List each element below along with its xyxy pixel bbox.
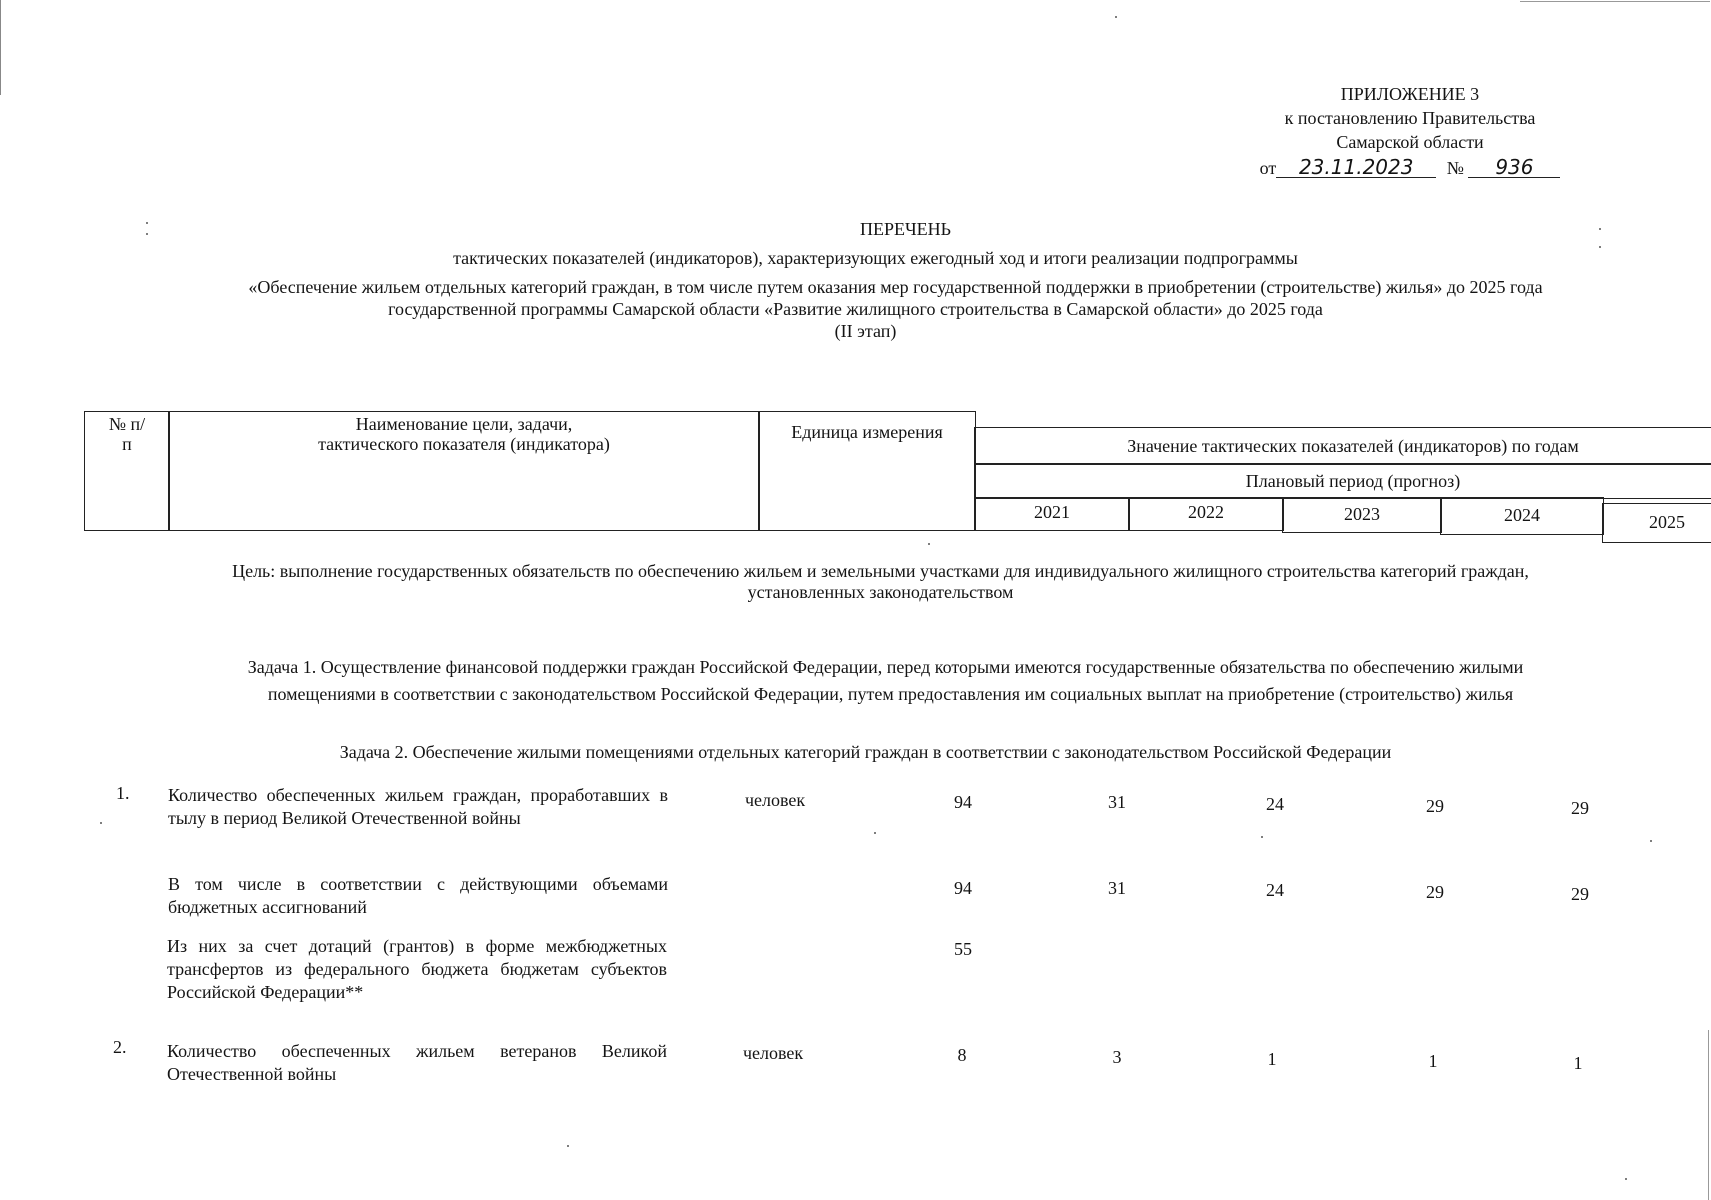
appendix-title: ПРИЛОЖЕНИЕ 3 [1340,84,1480,104]
year-label: 2023 [1344,504,1380,524]
value-2021: 55 [954,939,972,959]
task1-line-1: Задача 1. Осуществление финансовой поддержки граждан Российской Федерации, перед которыми имеются государственные обязательства по обеспечению жилыми [247,657,1524,677]
value-2025: 1 [1573,1053,1583,1073]
col-name-header [168,411,760,531]
value-2021: 8 [957,1045,967,1065]
row-text: Количество обеспеченных жильем граждан, проработавших в тылу в период Великой Отечественной войны [168,785,668,828]
col-name-label-2: тактического показателя (индикатора) [318,434,610,454]
scan-edge-line [1520,1,1710,2]
year-label: 2025 [1649,512,1685,532]
plan-period-label: Плановый период (прогноз) [1245,471,1461,491]
scan-speck [1115,16,1117,18]
appendix-block [1240,82,1580,180]
value-2024: 1 [1428,1051,1438,1071]
value-2021: 94 [954,878,972,898]
values-title-cell [974,427,1711,465]
task1-line-2: помещениями в соответствии с законодательством Российской Федерации, путем предоставления им социальных выплат на приобретение (строительство) жилья [267,684,1514,704]
appendix-line-resolution: к постановлению Правительства [1284,108,1536,128]
date-number-line [1240,156,1580,180]
value-2023: 24 [1266,880,1284,900]
plan-period-cell [974,463,1711,499]
value-2024: 29 [1426,796,1444,816]
scan-speck [1261,836,1263,838]
row-num: 2. [113,1037,127,1057]
col-unit-header [758,411,976,531]
handwritten-number: 936 [1468,157,1560,178]
scan-edge-line [0,0,1,95]
scan-speck [1650,840,1652,842]
value-2022: 3 [1112,1047,1122,1067]
title-line-4: государственной программы Самарской области «Развитие жилищного строительства в Самарской области» до 2025 года [388,299,1323,319]
value-2025: 29 [1571,798,1589,818]
scan-speck [1599,228,1601,230]
doc-title: ПЕРЕЧЕНЬ [859,219,952,239]
year-cell-2025 [1602,503,1711,543]
indicator-header-table [84,411,1685,543]
number-sign: № [1446,158,1464,178]
year-cell-2023 [1282,497,1442,533]
title-line-5: (II этап) [834,321,897,341]
scan-speck [928,543,930,545]
title-line-3: «Обеспечение жильем отдельных категорий граждан, в том числе путем оказания мер государственной поддержки в приобретении (строительстве) жилья» до 2025 года [248,277,1543,297]
scan-speck [146,233,148,235]
value-2024: 29 [1426,882,1444,902]
value-2022: 31 [1108,792,1126,812]
row-unit: человек [745,790,806,810]
row-text: Количество обеспеченных жильем ветеранов Великой Отечественной войны [167,1041,667,1084]
col-num-label: № п/п [108,414,146,454]
year-cell-2021 [974,497,1130,531]
year-label: 2021 [1034,502,1070,522]
col-num-header [84,411,170,531]
year-cell-2024 [1440,497,1604,535]
scan-speck [567,1145,569,1147]
scan-edge-line [1708,1030,1709,1200]
values-title-label: Значение тактических показателей (индикаторов) по годам [1127,436,1579,456]
goal-line-2: установленных законодательством [747,582,1014,602]
row-num: 1. [116,783,130,803]
row-text: В том числе в соответствии с действующими объемами бюджетных ассигнований [168,874,668,917]
year-cell-2022 [1128,497,1284,531]
scan-speck [100,822,102,824]
goal-line-1: Цель: выполнение государственных обязательств по обеспечению жильем и земельными участками для индивидуального жилищного строительства категорий граждан, [232,561,1529,581]
year-label: 2022 [1188,502,1224,522]
handwritten-date: 23.11.2023 [1276,157,1436,178]
title-line-2: тактических показателей (индикаторов), характеризующих ежегодный ход и итоги реализации подпрограммы [453,248,1298,268]
appendix-line-region: Самарской области [1336,132,1484,152]
col-unit-label: Единица измерения [791,422,943,442]
task2-line: Задача 2. Обеспечение жилыми помещениями отдельных категорий граждан в соответствии с законодательством Российской Федерации [339,742,1392,762]
row-text: Из них за счет дотаций (грантов) в форме межбюджетных трансфертов из федерального бюджета бюджетам субъектов Российской Федерации** [167,936,667,1002]
scan-speck [874,832,876,834]
col-name-label-1: Наименование цели, задачи, [355,414,573,434]
date-prefix: от [1259,158,1277,178]
value-2023: 1 [1267,1049,1277,1069]
scan-speck [1625,1178,1627,1180]
value-2025: 29 [1571,884,1589,904]
value-2021: 94 [954,792,972,812]
scan-speck [1599,246,1601,248]
scan-speck [146,222,148,224]
year-label: 2024 [1504,505,1540,525]
value-2023: 24 [1266,794,1284,814]
row-unit: человек [743,1043,804,1063]
value-2022: 31 [1108,878,1126,898]
